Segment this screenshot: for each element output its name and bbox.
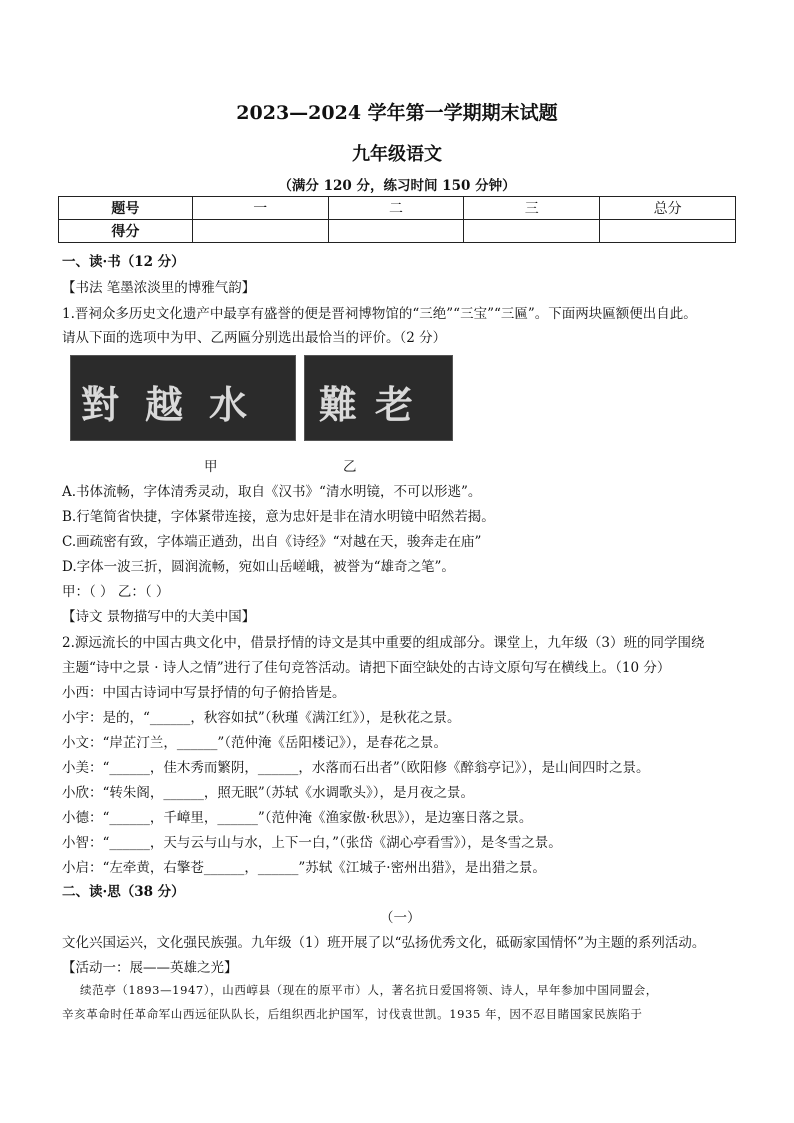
exam-title: 2023—2024 学年第一学期期末试题 xyxy=(236,102,558,124)
subject-title: 九年级语文 xyxy=(352,144,442,165)
plaque-jia-calligraphy: 對越水 xyxy=(81,382,274,427)
dialog-line: 小欣：“转朱阁，______，照无眠”（苏轼《水调歌头》），是月夜之景。 xyxy=(62,785,475,801)
score-row-label: 得分 xyxy=(59,220,193,243)
section1-heading: 一、读·书（12 分） xyxy=(62,254,185,270)
score-input-cell[interactable] xyxy=(600,220,736,243)
score-header-cell: 三 xyxy=(464,197,600,220)
score-input-cell[interactable] xyxy=(192,220,328,243)
caption-yi: 乙 xyxy=(343,459,357,475)
part1-title: 【书法 笔墨浓淡里的博雅气韵】 xyxy=(62,280,256,296)
part-label: （一） xyxy=(380,910,421,926)
section2-intro: 文化兴国运兴，文化强民族强。九年级（1）班开展了以“弘扬优秀文化，砥砺家国情怀”为主题的系列活动。 xyxy=(62,935,706,951)
dialog-line: 小文：“岸芷汀兰，______”（范仲淹《岳阳楼记》），是春花之景。 xyxy=(62,735,448,751)
plaque-image-yi xyxy=(304,355,453,441)
score-header-cell: 二 xyxy=(328,197,464,220)
dialog-line: 小德：“______，千嶂里，______”（范仲淹《渔家傲·秋思》），是边塞日落之景。 xyxy=(62,810,533,826)
score-header-cell: 总分 xyxy=(600,197,736,220)
passage-line1: 续范亭（1893—1947），山西崞县（现在的原平市）人，著名抗日爱国将领、诗人，早年参加中国同盟会， xyxy=(80,983,658,997)
plaque-yi-calligraphy: 難老 xyxy=(319,382,432,427)
section2-heading: 二、读·思（38 分） xyxy=(62,884,185,900)
option-a: A.书体流畅，字体清秀灵动，取自《汉书》“清水明镜，不可以形逃”。 xyxy=(62,484,482,500)
activity1-title: 【活动一：展——英雄之光】 xyxy=(62,960,238,976)
option-d: D.字体一波三折，圆润流畅，宛如山岳嵯峨，被誉为“雄奇之笔”。 xyxy=(62,559,455,575)
exam-info: （满分 120 分，练习时间 150 分钟） xyxy=(278,178,516,194)
dialog-line: 小西：中国古诗词中写景抒情的句子俯拾皆是。 xyxy=(62,685,346,701)
dialog-line: 小宇：是的，“______，秋容如拭”（秋瑾《满江红》），是秋花之景。 xyxy=(62,710,461,726)
option-b: B.行笔简省快捷，字体紧带连接，意为忠奸是非在清水明镜中昭然若揭。 xyxy=(62,509,495,525)
score-header-cell: 一 xyxy=(192,197,328,220)
plaque-image-jia xyxy=(70,355,296,441)
score-input-cell[interactable] xyxy=(328,220,464,243)
dialog-line: 小智：“______，天与云与山与水，上下一白，”（张岱《湖心亭看雪》），是冬雪之景。 xyxy=(62,835,562,851)
score-header-cell: 题号 xyxy=(59,197,193,220)
passage-line2: 辛亥革命时任革命军山西远征队队长，后组织西北护国军，讨伐袁世凯。1935 年，因不忍目睹国家民族陷于 xyxy=(62,1007,643,1021)
score-table-score-row xyxy=(59,220,736,243)
score-input-cell[interactable] xyxy=(464,220,600,243)
q1-line1: 1.晋祠众多历史文化遗产中最享有盛誉的便是晋祠博物馆的“三绝”“三宝”“三匾”。下面两块匾额便出自此。 xyxy=(62,306,697,322)
caption-jia: 甲 xyxy=(204,459,218,475)
q2-line1: 2.源远流长的中国古典文化中，借景抒情的诗文是其中重要的组成部分。课堂上，九年级（3）班的同学围绕 xyxy=(62,635,705,651)
score-table-header-row xyxy=(59,197,736,220)
option-c: C.画疏密有致，字体端正遒劲，出自《诗经》“对越在天，骏奔走在庙” xyxy=(62,534,482,550)
score-table xyxy=(58,196,736,243)
q1-line2: 请从下面的选项中为甲、乙两匾分别选出最恰当的评价。（2 分） xyxy=(62,330,447,346)
part2-title: 【诗文 景物描写中的大美中国】 xyxy=(62,609,256,625)
q2-line2: 主题“诗中之景 · 诗人之情”进行了佳句竞答活动。请把下面空缺处的古诗文原句写在横线上。（10 分） xyxy=(62,660,671,676)
dialog-line: 小美：“______，佳木秀而繁阴，______，水落而石出者”（欧阳修《醉翁亭记》），是山间四时之景。 xyxy=(62,760,650,776)
answer-line: 甲：（ ） 乙：（ ） xyxy=(62,584,170,600)
dialog-line: 小启：“左牵黄，右擎苍______，______”苏轼《江城子·密州出猎》，是出猎之景。 xyxy=(62,860,546,876)
